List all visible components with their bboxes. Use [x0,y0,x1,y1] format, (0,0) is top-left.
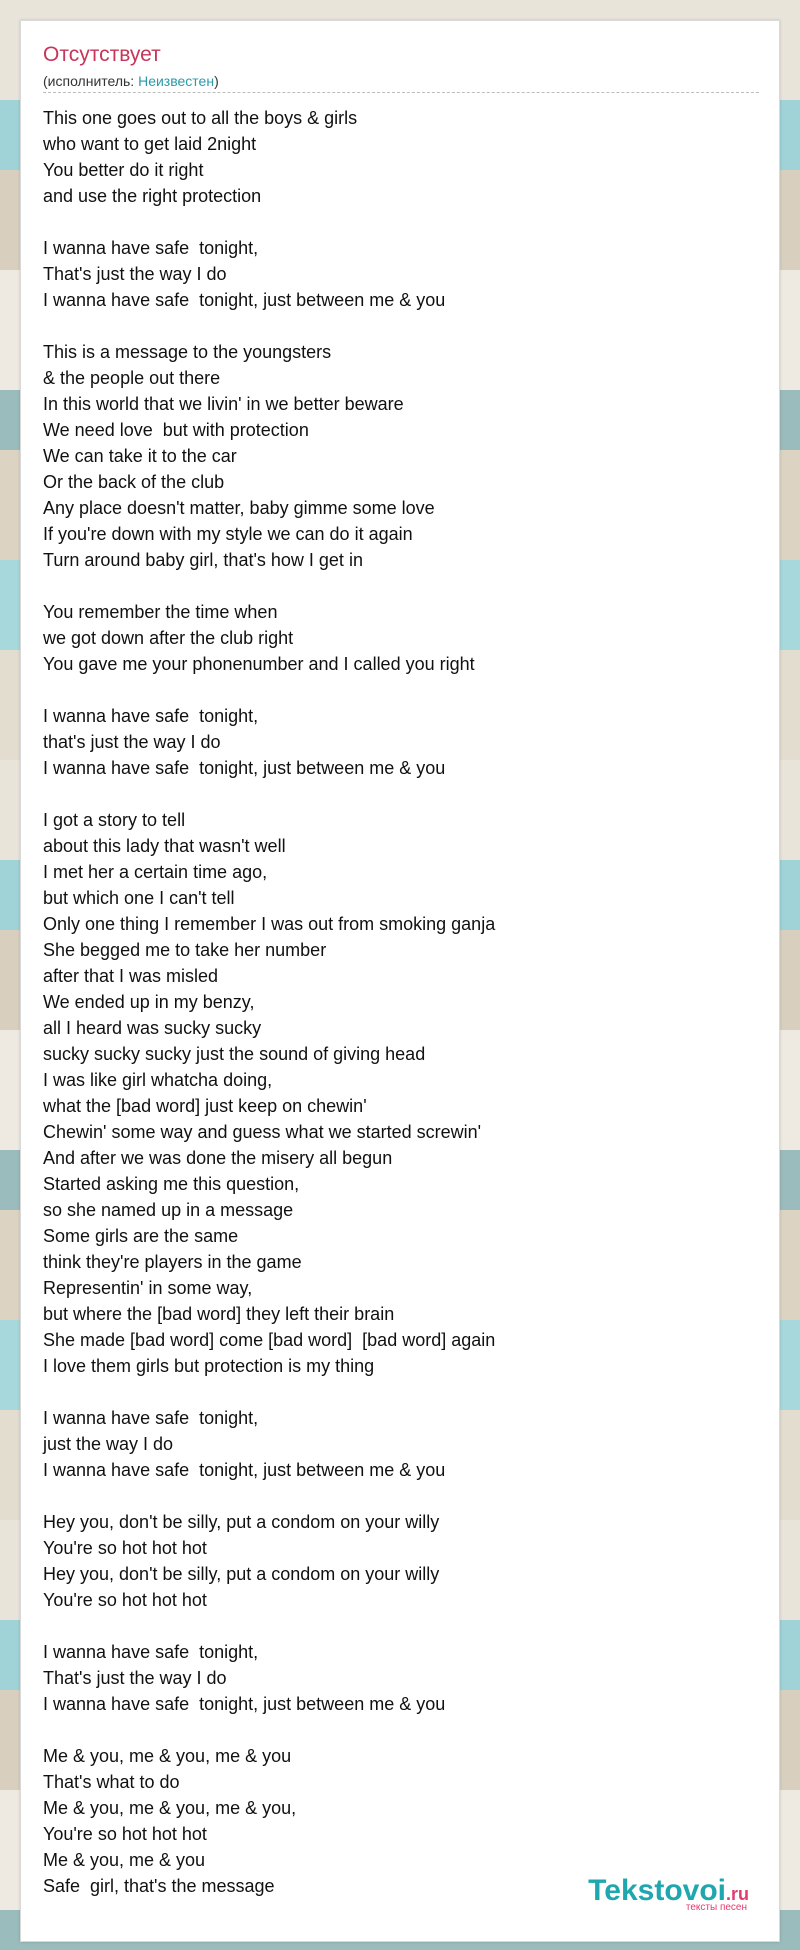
logo-tagline: тексты песен [685,1902,747,1913]
song-title: Отсутствует [43,43,161,66]
artist-prefix: (исполнитель: [43,73,139,89]
lyric-line: and use the right protection [43,186,262,206]
lyric-line: Turn around baby girl, that's how I get in [43,550,363,570]
lyric-line: That's just the way I do [43,264,227,284]
lyric-line: I love them girls but protection is my thing [43,1356,375,1376]
lyric-line: but which one I can't tell [43,888,235,908]
artist-suffix: ) [214,73,219,89]
lyric-line: Or the back of the club [43,472,225,492]
lyric-line: think they're players in the game [43,1252,302,1272]
lyric-line: Hey you, don't be silly, put a condom on your willy [43,1564,440,1584]
lyric-line: We ended up in my benzy, [43,992,255,1012]
lyric-line: If you're down with my style we can do it again [43,524,413,544]
lyric-line: That's what to do [43,1772,180,1792]
lyric-line: just the way I do [43,1434,174,1454]
lyric-line: after that I was misled [43,966,219,986]
lyric-line: I wanna have safe tonight, just between me & you [43,758,446,778]
lyric-line [43,1379,743,1405]
lyric-line: You better do it right [43,160,204,180]
divider [43,92,759,93]
lyric-line: We need love but with protection [43,420,309,440]
lyric-line [43,209,743,235]
lyric-line: I wanna have safe tonight, [43,238,259,258]
site-logo[interactable] [588,1874,749,1913]
lyric-line: Me & you, me & you, me & you, [43,1798,297,1818]
lyric-line: This one goes out to all the boys & girls [43,108,358,128]
lyric-line: I wanna have safe tonight, [43,1408,259,1428]
lyric-line: all I heard was sucky sucky [43,1018,262,1038]
lyric-line: You're so hot hot hot [43,1538,207,1558]
lyric-line: I met her a certain time ago, [43,862,268,882]
lyric-line: Chewin' some way and guess what we started screwin' [43,1122,482,1142]
logo-name: Tekstovoi [588,1874,726,1907]
lyric-line: You remember the time when [43,602,278,622]
lyric-line: You're so hot hot hot [43,1590,207,1610]
lyrics-card [20,20,780,1942]
lyric-line: I got a story to tell [43,810,186,830]
lyric-line: & the people out there [43,368,221,388]
lyric-line: We can take it to the car [43,446,237,466]
lyric-line: what the [bad word] just keep on chewin' [43,1096,367,1116]
lyric-line: I wanna have safe tonight, just between me & you [43,290,446,310]
lyric-line: In this world that we livin' in we better beware [43,394,404,414]
lyric-line: This is a message to the youngsters [43,342,332,362]
lyric-line: I was like girl whatcha doing, [43,1070,273,1090]
lyric-line: I wanna have safe tonight, [43,1642,259,1662]
lyric-line: that's just the way I do [43,732,221,752]
lyric-line [43,781,743,807]
lyric-line: And after we was done the misery all begun [43,1148,393,1168]
lyric-line: Started asking me this question, [43,1174,300,1194]
lyric-line: You gave me your phonenumber and I called you right [43,654,475,674]
lyrics-text [43,105,743,1899]
lyric-line: Me & you, me & you [43,1850,206,1870]
lyric-line: Safe girl, that's the message [43,1876,275,1896]
lyric-line: Only one thing I remember I was out from smoking ganja [43,914,496,934]
lyric-line: She begged me to take her number [43,940,327,960]
lyric-line [43,1483,743,1509]
lyric-line [43,677,743,703]
lyric-line: Any place doesn't matter, baby gimme some love [43,498,435,518]
lyric-line: You're so hot hot hot [43,1824,207,1844]
lyric-line: Hey you, don't be silly, put a condom on your willy [43,1512,440,1532]
lyric-line: but where the [bad word] they left their brain [43,1304,395,1324]
lyric-line: Some girls are the same [43,1226,239,1246]
lyric-line: so she named up in a message [43,1200,294,1220]
lyric-line: about this lady that wasn't well [43,836,286,856]
lyric-line: I wanna have safe tonight, just between me & you [43,1460,446,1480]
artist-line [43,73,219,89]
lyric-line: That's just the way I do [43,1668,227,1688]
lyric-line: Representin' in some way, [43,1278,253,1298]
lyric-line: Me & you, me & you, me & you [43,1746,292,1766]
lyric-line: we got down after the club right [43,628,294,648]
lyric-line [43,313,743,339]
lyric-line [43,573,743,599]
lyric-line [43,1613,743,1639]
artist-link[interactable]: Неизвестен [138,73,215,89]
logo-tld: .ru [725,1884,749,1904]
lyric-line: who want to get laid 2night [43,134,257,154]
lyric-line: sucky sucky sucky just the sound of giving head [43,1044,426,1064]
lyric-line: She made [bad word] come [bad word] [bad word] again [43,1330,496,1350]
lyric-line: I wanna have safe tonight, just between me & you [43,1694,446,1714]
lyric-line [43,1717,743,1743]
lyric-line: I wanna have safe tonight, [43,706,259,726]
